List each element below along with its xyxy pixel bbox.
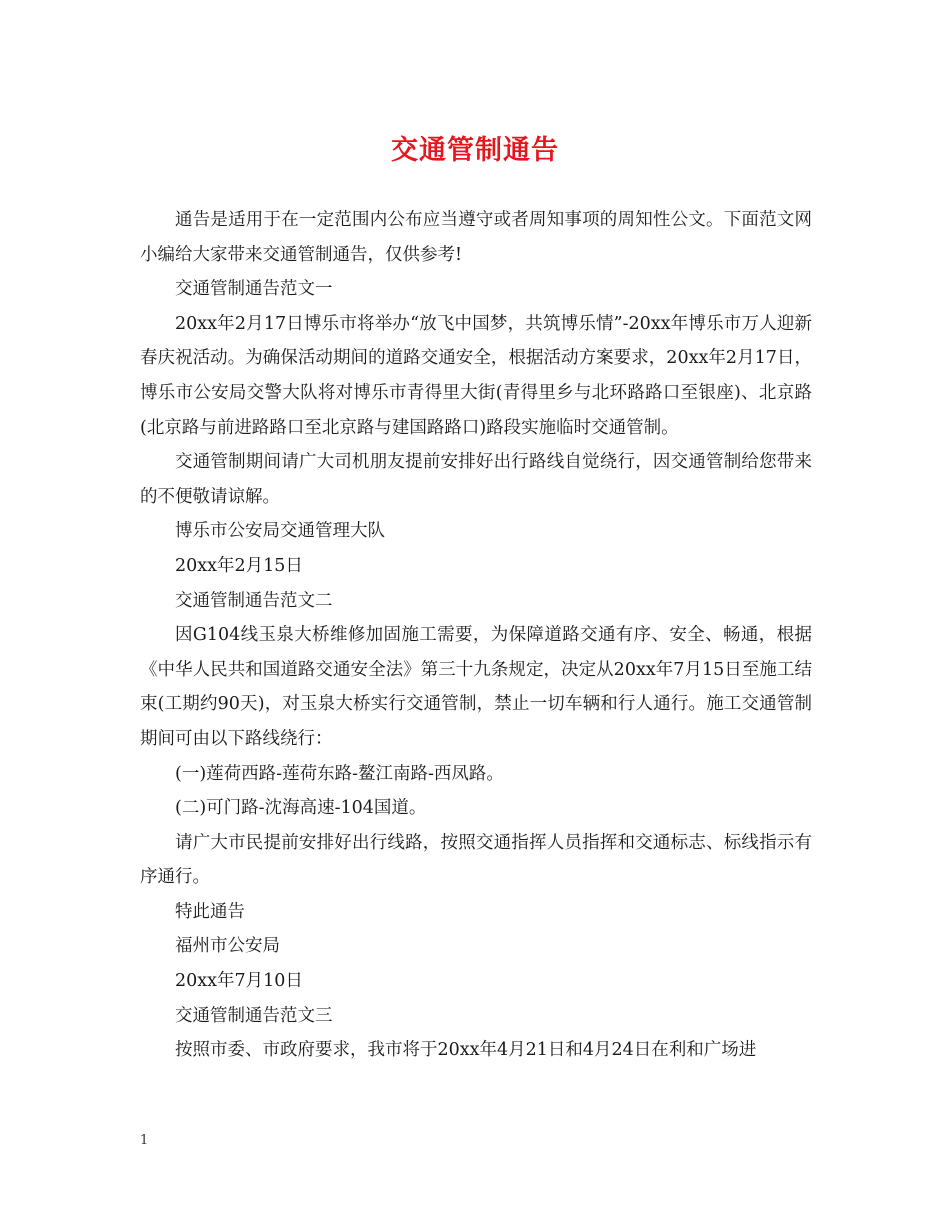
signature-organization: 博乐市公安局交通管理大队 — [175, 521, 385, 542]
document-body — [140, 203, 812, 1068]
paragraph: 因G104线玉泉大桥维修加固施工需要，为保障道路交通有序、安全、畅通，根据《中华人民共和国道路交通安全法》第三十九条规定，决定从20xx年7月15日至施工结束(工期约90天)，对玉泉大桥实行交通管制，禁止一切车辆和行人通行。施工交通管制期间可由以下路线绕行： — [140, 625, 812, 749]
section-heading-3: 交通管制通告范文三 — [175, 1005, 333, 1026]
paragraph: 交通管制期间请广大司机朋友提前安排好出行路线自觉绕行，因交通管制给您带来的不便敬请谅解。 — [140, 452, 812, 507]
route-item: (一)莲荷西路-莲荷东路-鳌江南路-西凤路。 — [175, 763, 504, 784]
signature-organization: 福州市公安局 — [175, 936, 280, 957]
paragraph: 20xx年2月17日博乐市将举办“放飞中国梦，共筑博乐情”-20xx年博乐市万人迎新春庆祝活动。为确保活动期间的道路交通安全，根据活动方案要求，20xx年2月17日，博乐市公安局交警大队将对博乐市青得里大街(青得里乡与北环路路口至银座)、北京路(北京路与前进路路口至北京路与建国路路口)路段实施临时交通管制。 — [140, 313, 812, 438]
paragraph: 按照市委、市政府要求，我市将于20xx年4月21日和4月24日在利和广场进 — [175, 1040, 757, 1061]
page-number: 1 — [140, 1133, 149, 1148]
signature-date: 20xx年7月10日 — [175, 971, 303, 992]
route-item: (二)可门路-沈海高速-104国道。 — [175, 798, 427, 819]
paragraph-intro: 通告是适用于在一定范围内公布应当遵守或者周知事项的周知性公文。下面范文网小编给大家带来交通管制通告，仅供参考! — [140, 210, 812, 265]
signature-date: 20xx年2月15日 — [175, 555, 303, 576]
document-title: 交通管制通告 — [391, 135, 559, 166]
paragraph: 请广大市民提前安排好出行线路，按照交通指挥人员指挥和交通标志、标线指示有序通行。 — [140, 832, 812, 888]
section-heading-2: 交通管制通告范文二 — [175, 590, 333, 611]
section-heading-1: 交通管制通告范文一 — [175, 279, 333, 300]
closing-line: 特此通告 — [175, 901, 245, 922]
